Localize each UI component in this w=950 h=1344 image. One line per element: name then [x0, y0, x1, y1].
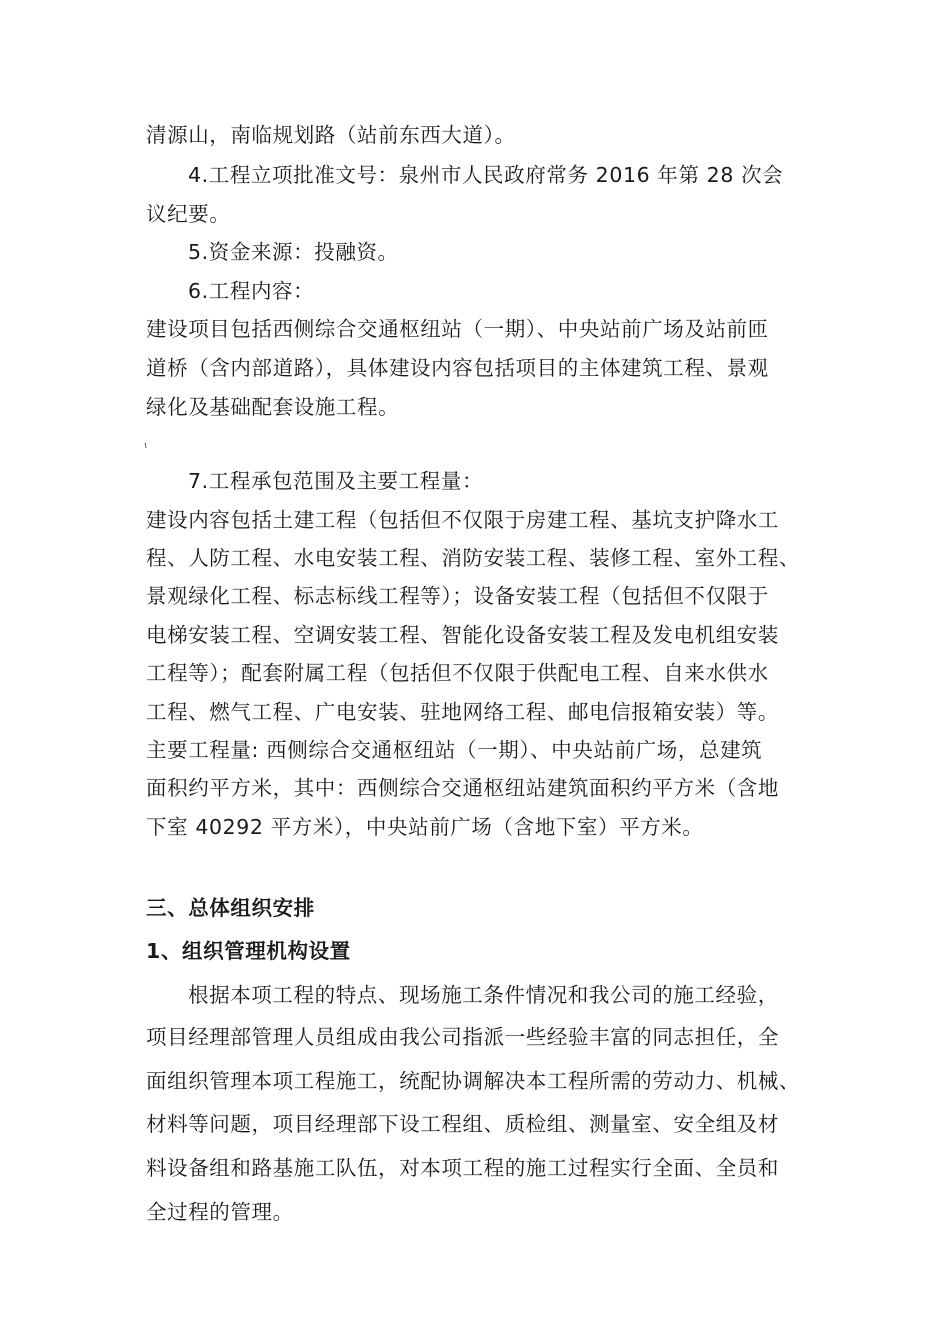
text-line: 建设项目包括西侧综合交通枢纽站（一期）、中央站前广场及站前匝: [146, 317, 769, 341]
text-line: 清源山，南临规划路（站前东西大道）。: [146, 123, 516, 147]
text-line: 5.资金来源：投融资。: [188, 240, 399, 264]
text-line: 工程等）；配套附属工程（包括但不仅限于供配电工程、自来水供水: [146, 661, 769, 685]
stray-mark: ι: [144, 441, 148, 451]
section-heading: 三、总体组织安排: [146, 896, 315, 920]
text-line: 4.工程立项批准文号：泉州市人民政府常务 2016 年第 28 次会: [188, 163, 784, 187]
subsection-heading: 1、组织管理机构设置: [146, 939, 351, 963]
text-line: 材料等问题，项目经理部下设工程组、质检组、测量室、安全组及材: [146, 1112, 779, 1136]
text-line: 7.工程承包范围及主要工程量：: [188, 469, 484, 493]
text-line: 程、人防工程、水电安装工程、消防安装工程、装修工程、室外工程、: [146, 546, 801, 570]
text-line: 面组织管理本项工程施工，统配协调解决本工程所需的劳动力、机械、: [146, 1069, 801, 1093]
text-line: 料设备组和路基施工队伍，对本项工程的施工过程实行全面、全员和: [146, 1156, 779, 1180]
text-line: 下室 40292 平方米），中央站前广场（含地下室）平方米。: [146, 815, 704, 839]
text-line: 景观绿化工程、标志标线工程等）；设备安装工程（包括但不仅限于: [146, 584, 769, 608]
text-line: 道桥（含内部道路），具体建设内容包括项目的主体建筑工程、景观: [146, 356, 769, 380]
text-line: 主要工程量: 西侧综合交通枢纽站（一期）、中央站前广场，总建筑: [146, 738, 763, 762]
text-line: 绿化及基础配套设施工程。: [146, 395, 400, 419]
text-line: 议纪要。: [146, 202, 231, 226]
text-line: 6.工程内容：: [188, 279, 315, 303]
text-line: 建设内容包括土建工程（包括但不仅限于房建工程、基坑支护降水工: [146, 508, 779, 532]
text-line: 全过程的管理。: [146, 1200, 294, 1224]
text-line: 面积约平方米，其中：西侧综合交通枢纽站建筑面积约平方米（含地: [146, 776, 779, 800]
text-line: 电梯安装工程、空调安装工程、智能化设备安装工程及发电机组安装: [146, 623, 779, 647]
text-line: 根据本项工程的特点、现场施工条件情况和我公司的施工经验，: [188, 983, 779, 1007]
text-line: 工程、燃气工程、广电安装、驻地网络工程、邮电信报箱安装）等。: [146, 700, 779, 724]
text-line: 项目经理部管理人员组成由我公司指派一些经验丰富的同志担任，全: [146, 1025, 779, 1049]
